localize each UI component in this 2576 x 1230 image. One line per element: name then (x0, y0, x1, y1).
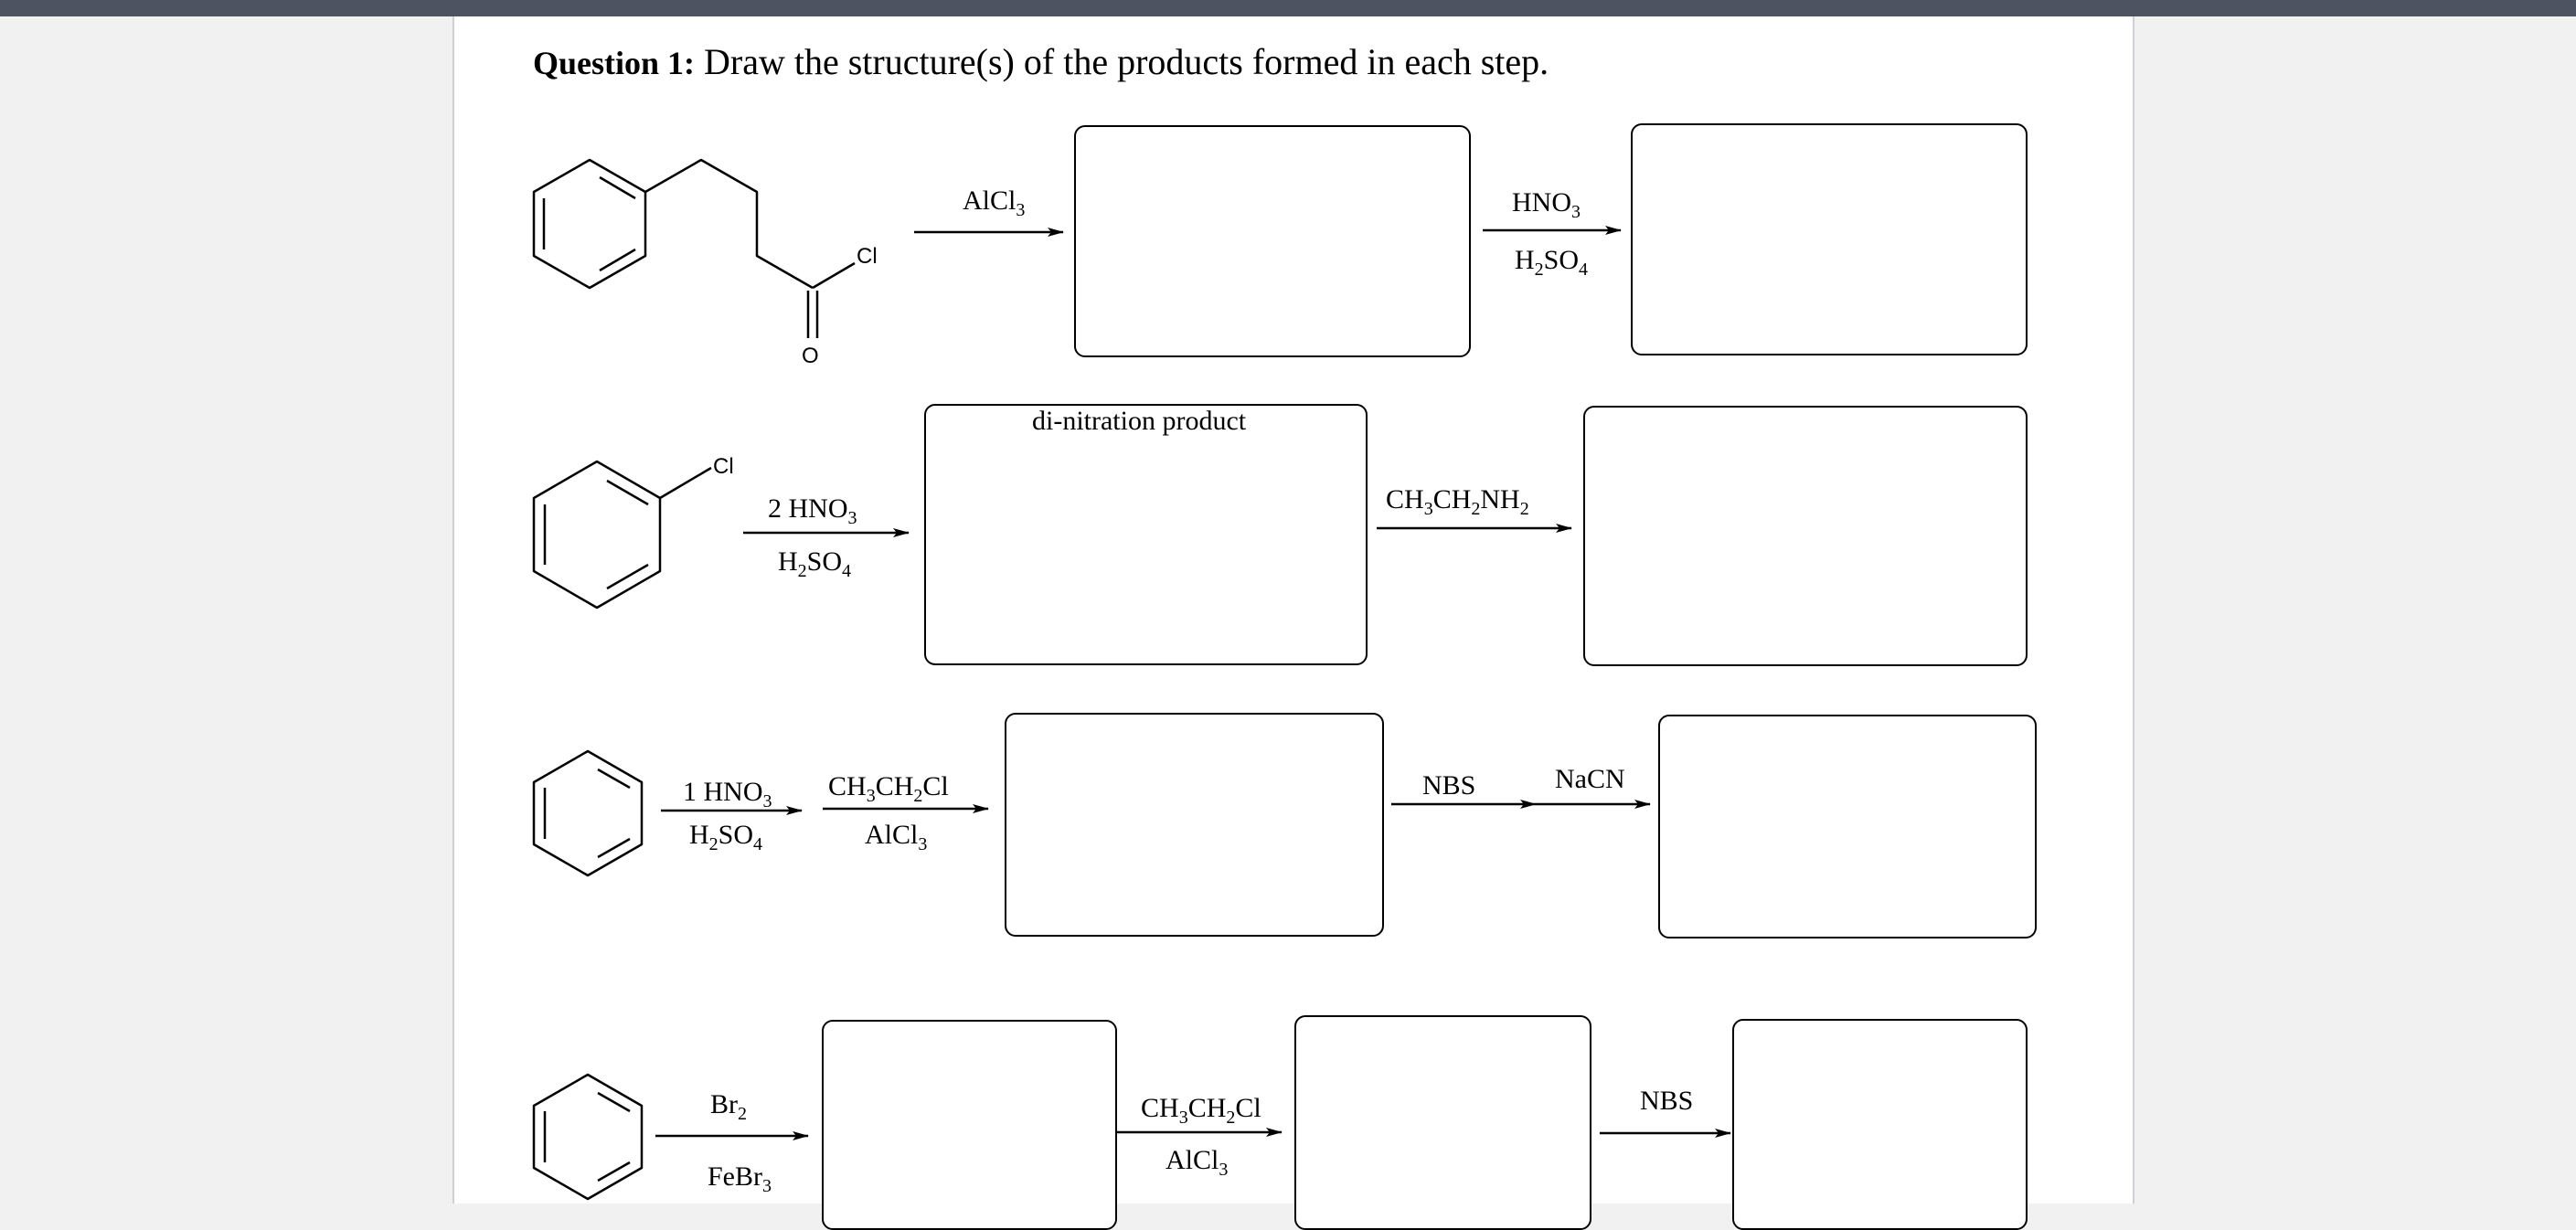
row3-reagent-1-top: 1 $HNO_3$ (683, 777, 772, 811)
row3-reagent-1-bottom: $H_2SO_4$ (689, 820, 763, 854)
row4-starting-material (534, 1075, 642, 1199)
row4-reagent-1-top: $Br_2$ (710, 1089, 747, 1124)
row4-reagent-3: NBS (1640, 1086, 1694, 1116)
row2-reagent-1-top: 2 $HNO_3$ (768, 493, 857, 528)
row1-reagent-2-bottom: $H_2SO_4$ (1515, 245, 1589, 280)
row2-chlorine-atom: Cl (713, 454, 734, 479)
row4-answer-box-3[interactable] (1732, 1019, 2028, 1230)
row1-reagent-1: AlCl$_3$ (963, 186, 1026, 220)
row4-reagent-2-bottom: AlCl$_3$ (1166, 1145, 1229, 1180)
row4-reagent-1-bottom: FeBr$_3$ (708, 1161, 772, 1196)
row2-answer-box-1[interactable] (924, 404, 1368, 665)
row2-reagent-1-bottom: $H_2SO_4$ (778, 546, 852, 581)
row2-reagent-2: $CH_3CH_2NH_2$ (1386, 484, 1529, 519)
row2-box1-label: di-nitration product (1032, 406, 1247, 436)
row4-reagent-2-top: $CH_3CH_2Cl$ (1141, 1093, 1261, 1128)
row3-reagent-3: NBS (1422, 770, 1476, 801)
row3-answer-box-2[interactable] (1658, 715, 2037, 938)
question-number: Question 1: (533, 45, 696, 81)
row1-chlorine-atom: Cl (857, 244, 878, 269)
row3-answer-box-1[interactable] (1005, 713, 1384, 937)
row1-answer-box-1[interactable] (1074, 125, 1471, 357)
row3-starting-material (534, 751, 642, 875)
row2-answer-box-2[interactable] (1583, 406, 2028, 666)
row1-starting-material (534, 160, 855, 338)
row4-answer-box-2[interactable] (1294, 1015, 1591, 1230)
row3-reagent-2-top: $CH_3CH_2Cl$ (828, 771, 949, 806)
row4-answer-box-1[interactable] (822, 1020, 1117, 1230)
row1-oxygen-atom: O (802, 344, 819, 368)
row1-answer-box-2[interactable] (1631, 123, 2028, 355)
row3-reagent-4: NaCN (1555, 764, 1625, 794)
question-prompt: Draw the structure(s) of the products formed in each step. (704, 41, 1549, 82)
row2-starting-material (534, 461, 711, 608)
row1-reagent-2-top: $HNO_3$ (1512, 187, 1581, 222)
row3-reagent-2-bottom: AlCl$_3$ (865, 820, 928, 854)
